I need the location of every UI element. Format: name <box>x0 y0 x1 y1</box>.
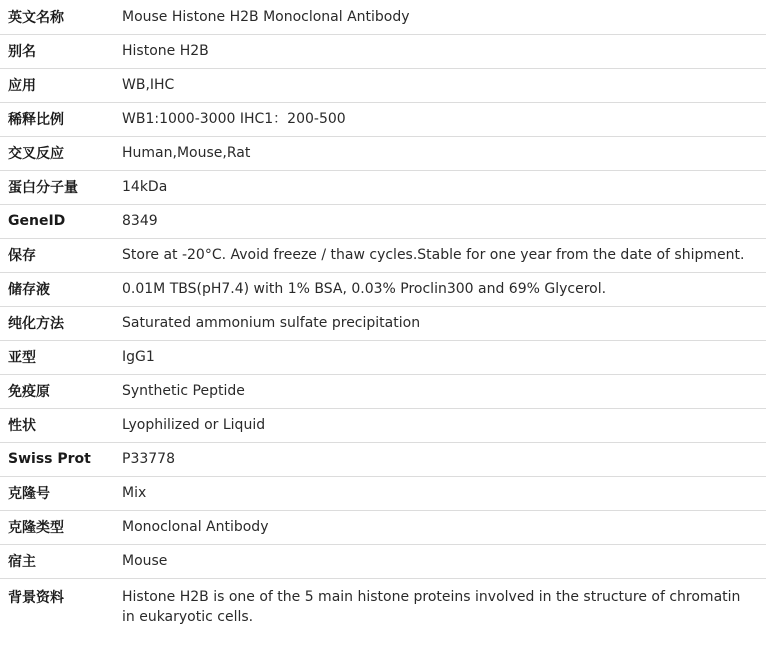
table-row <box>0 340 766 374</box>
table-row <box>0 204 766 238</box>
table-row <box>0 102 766 136</box>
row-value: P33778 <box>112 442 766 476</box>
table-row <box>0 510 766 544</box>
row-value: Histone H2B <box>112 34 766 68</box>
row-label: 亚型 <box>0 340 112 374</box>
table-row <box>0 578 766 630</box>
table-row <box>0 306 766 340</box>
row-label: 纯化方法 <box>0 306 112 340</box>
row-label: 英文名称 <box>0 0 112 34</box>
row-label: 别名 <box>0 34 112 68</box>
row-label: 保存 <box>0 238 112 272</box>
row-value: WB1:1000-3000 IHC1：200-500 <box>112 102 766 136</box>
table-row <box>0 374 766 408</box>
row-value: 8349 <box>112 204 766 238</box>
row-label: Swiss Prot <box>0 442 112 476</box>
row-value: Mouse Histone H2B Monoclonal Antibody <box>112 0 766 34</box>
row-value: Synthetic Peptide <box>112 374 766 408</box>
table-row <box>0 544 766 578</box>
row-value: 14kDa <box>112 170 766 204</box>
row-value: Mix <box>112 476 766 510</box>
table-row <box>0 238 766 272</box>
row-value: WB,IHC <box>112 68 766 102</box>
row-label: GeneID <box>0 204 112 238</box>
row-value: Histone H2B is one of the 5 main histone proteins involved in the structure of chromatin in eukaryotic cells. <box>122 588 741 625</box>
row-value: Lyophilized or Liquid <box>112 408 766 442</box>
table-row <box>0 68 766 102</box>
row-value: 0.01M TBS(pH7.4) with 1% BSA, 0.03% Proclin300 and 69% Glycerol. <box>112 272 766 306</box>
row-label: 背景资料 <box>8 589 64 606</box>
row-label: 交叉反应 <box>0 136 112 170</box>
table-row <box>0 34 766 68</box>
row-label: 宿主 <box>0 544 112 578</box>
row-label: 稀释比例 <box>0 102 112 136</box>
row-label: 应用 <box>0 68 112 102</box>
row-value: Monoclonal Antibody <box>112 510 766 544</box>
row-label: 性状 <box>0 408 112 442</box>
row-label: 克隆类型 <box>0 510 112 544</box>
row-label: 免疫原 <box>0 374 112 408</box>
row-label: 蛋白分子量 <box>0 170 112 204</box>
table-row <box>0 170 766 204</box>
table-row <box>0 136 766 170</box>
row-value: Mouse <box>112 544 766 578</box>
row-value: Saturated ammonium sulfate precipitation <box>112 306 766 340</box>
row-value: Store at -20°C. Avoid freeze / thaw cycles.Stable for one year from the date of shipment. <box>112 238 766 272</box>
table-row <box>0 408 766 442</box>
row-label: 储存液 <box>0 272 112 306</box>
table-row <box>0 272 766 306</box>
row-label: 克隆号 <box>0 476 112 510</box>
table-row <box>0 0 766 34</box>
table-row <box>0 442 766 476</box>
row-value: Human,Mouse,Rat <box>112 136 766 170</box>
table-row <box>0 476 766 510</box>
row-value: IgG1 <box>112 340 766 374</box>
